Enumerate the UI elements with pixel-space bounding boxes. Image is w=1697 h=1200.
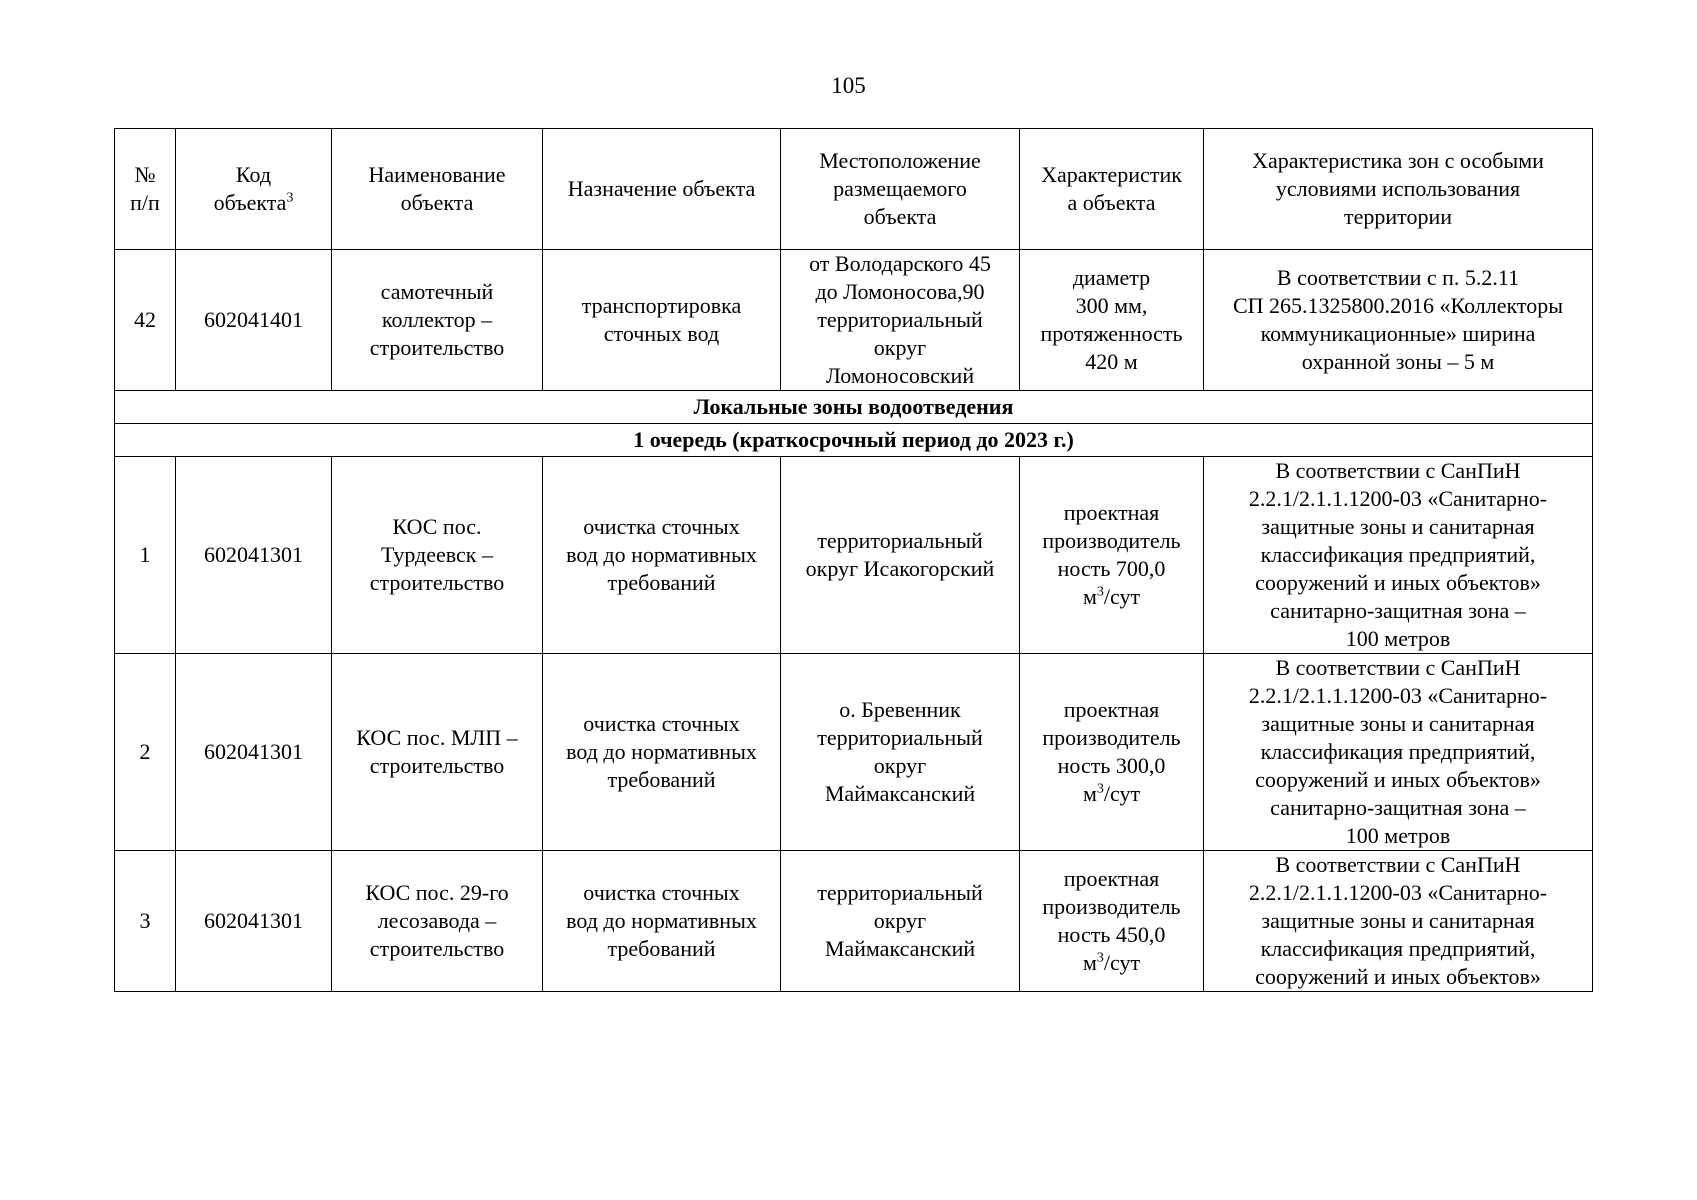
subsection-row: [115, 424, 1593, 457]
cell-location: от Володарского 45 до Ломоносова,90 территориальный округ Ломоносовский: [781, 250, 1020, 391]
table-row: [115, 851, 1593, 992]
header-name: Наименование объекта: [332, 129, 543, 250]
cell-num: 42: [115, 250, 176, 391]
footnote-ref: 3: [286, 190, 294, 206]
header-purpose: Назначение объекта: [543, 129, 781, 250]
cell-num: 1: [115, 457, 176, 654]
table-row: [115, 654, 1593, 851]
cell-zones: В соответствии с СанПиН 2.2.1/2.1.1.1200-03 «Санитарно- защитные зоны и санитарная классификация предприятий, сооружений и иных объектов» санитарно-защитная зона – 100 метров: [1204, 654, 1593, 851]
cell-purpose: очистка сточных вод до нормативных требований: [543, 654, 781, 851]
objects-table: [114, 128, 1593, 992]
cell-purpose: очистка сточных вод до нормативных требований: [543, 851, 781, 992]
table-header-row: [115, 129, 1593, 250]
header-code: Код объекта$^3$: [176, 129, 332, 250]
cell-name: самотечный коллектор – строительство: [332, 250, 543, 391]
header-location: Местоположение размещаемого объекта: [781, 129, 1020, 250]
cell-code: 602041301: [176, 851, 332, 992]
header-zones: Характеристика зон с особыми условиями использования территории: [1204, 129, 1593, 250]
section-title: Локальные зоны водоотведения: [115, 391, 1593, 424]
cell-characteristic: проектная производитель ность 450,0 $м^3$/сут: [1020, 851, 1204, 992]
cell-code: 602041301: [176, 654, 332, 851]
cell-name: КОС пос. Турдеевск – строительство: [332, 457, 543, 654]
cell-num: 3: [115, 851, 176, 992]
cell-name: КОС пос. МЛП – строительство: [332, 654, 543, 851]
cell-purpose: транспортировка сточных вод: [543, 250, 781, 391]
subsection-title: 1 очередь (краткосрочный период до 2023 г.): [115, 424, 1593, 457]
section-row: [115, 391, 1593, 424]
cell-characteristic: проектная производитель ность 300,0 $м^3$/сут: [1020, 654, 1204, 851]
page-number: 105: [831, 73, 866, 98]
cell-location: о. Бревенник территориальный округ Маймаксанский: [781, 654, 1020, 851]
cell-num: 2: [115, 654, 176, 851]
header-characteristic: Характеристик а объекта: [1020, 129, 1204, 250]
cell-name: КОС пос. 29-го лесозавода – строительство: [332, 851, 543, 992]
cell-characteristic: диаметр 300 мм, протяженность 420 м: [1020, 250, 1204, 391]
table-row: [115, 457, 1593, 654]
cell-zones: В соответствии с СанПиН 2.2.1/2.1.1.1200-03 «Санитарно- защитные зоны и санитарная классификация предприятий, сооружений и иных объектов»: [1204, 851, 1593, 992]
cell-location: территориальный округ Маймаксанский: [781, 851, 1020, 992]
cell-location: территориальный округ Исакогорский: [781, 457, 1020, 654]
cell-code: 602041301: [176, 457, 332, 654]
cell-zones: В соответствии с п. 5.2.11 СП 265.1325800.2016 «Коллекторы коммуникационные» ширина охранной зоны – 5 м: [1204, 250, 1593, 391]
cell-purpose: очистка сточных вод до нормативных требований: [543, 457, 781, 654]
cell-code: 602041401: [176, 250, 332, 391]
header-num: № п/п: [115, 129, 176, 250]
cell-characteristic: проектная производитель ность 700,0 $м^3$/сут: [1020, 457, 1204, 654]
table-row: [115, 250, 1593, 391]
cell-zones: В соответствии с СанПиН 2.2.1/2.1.1.1200-03 «Санитарно- защитные зоны и санитарная классификация предприятий, сооружений и иных объектов» санитарно-защитная зона – 100 метров: [1204, 457, 1593, 654]
